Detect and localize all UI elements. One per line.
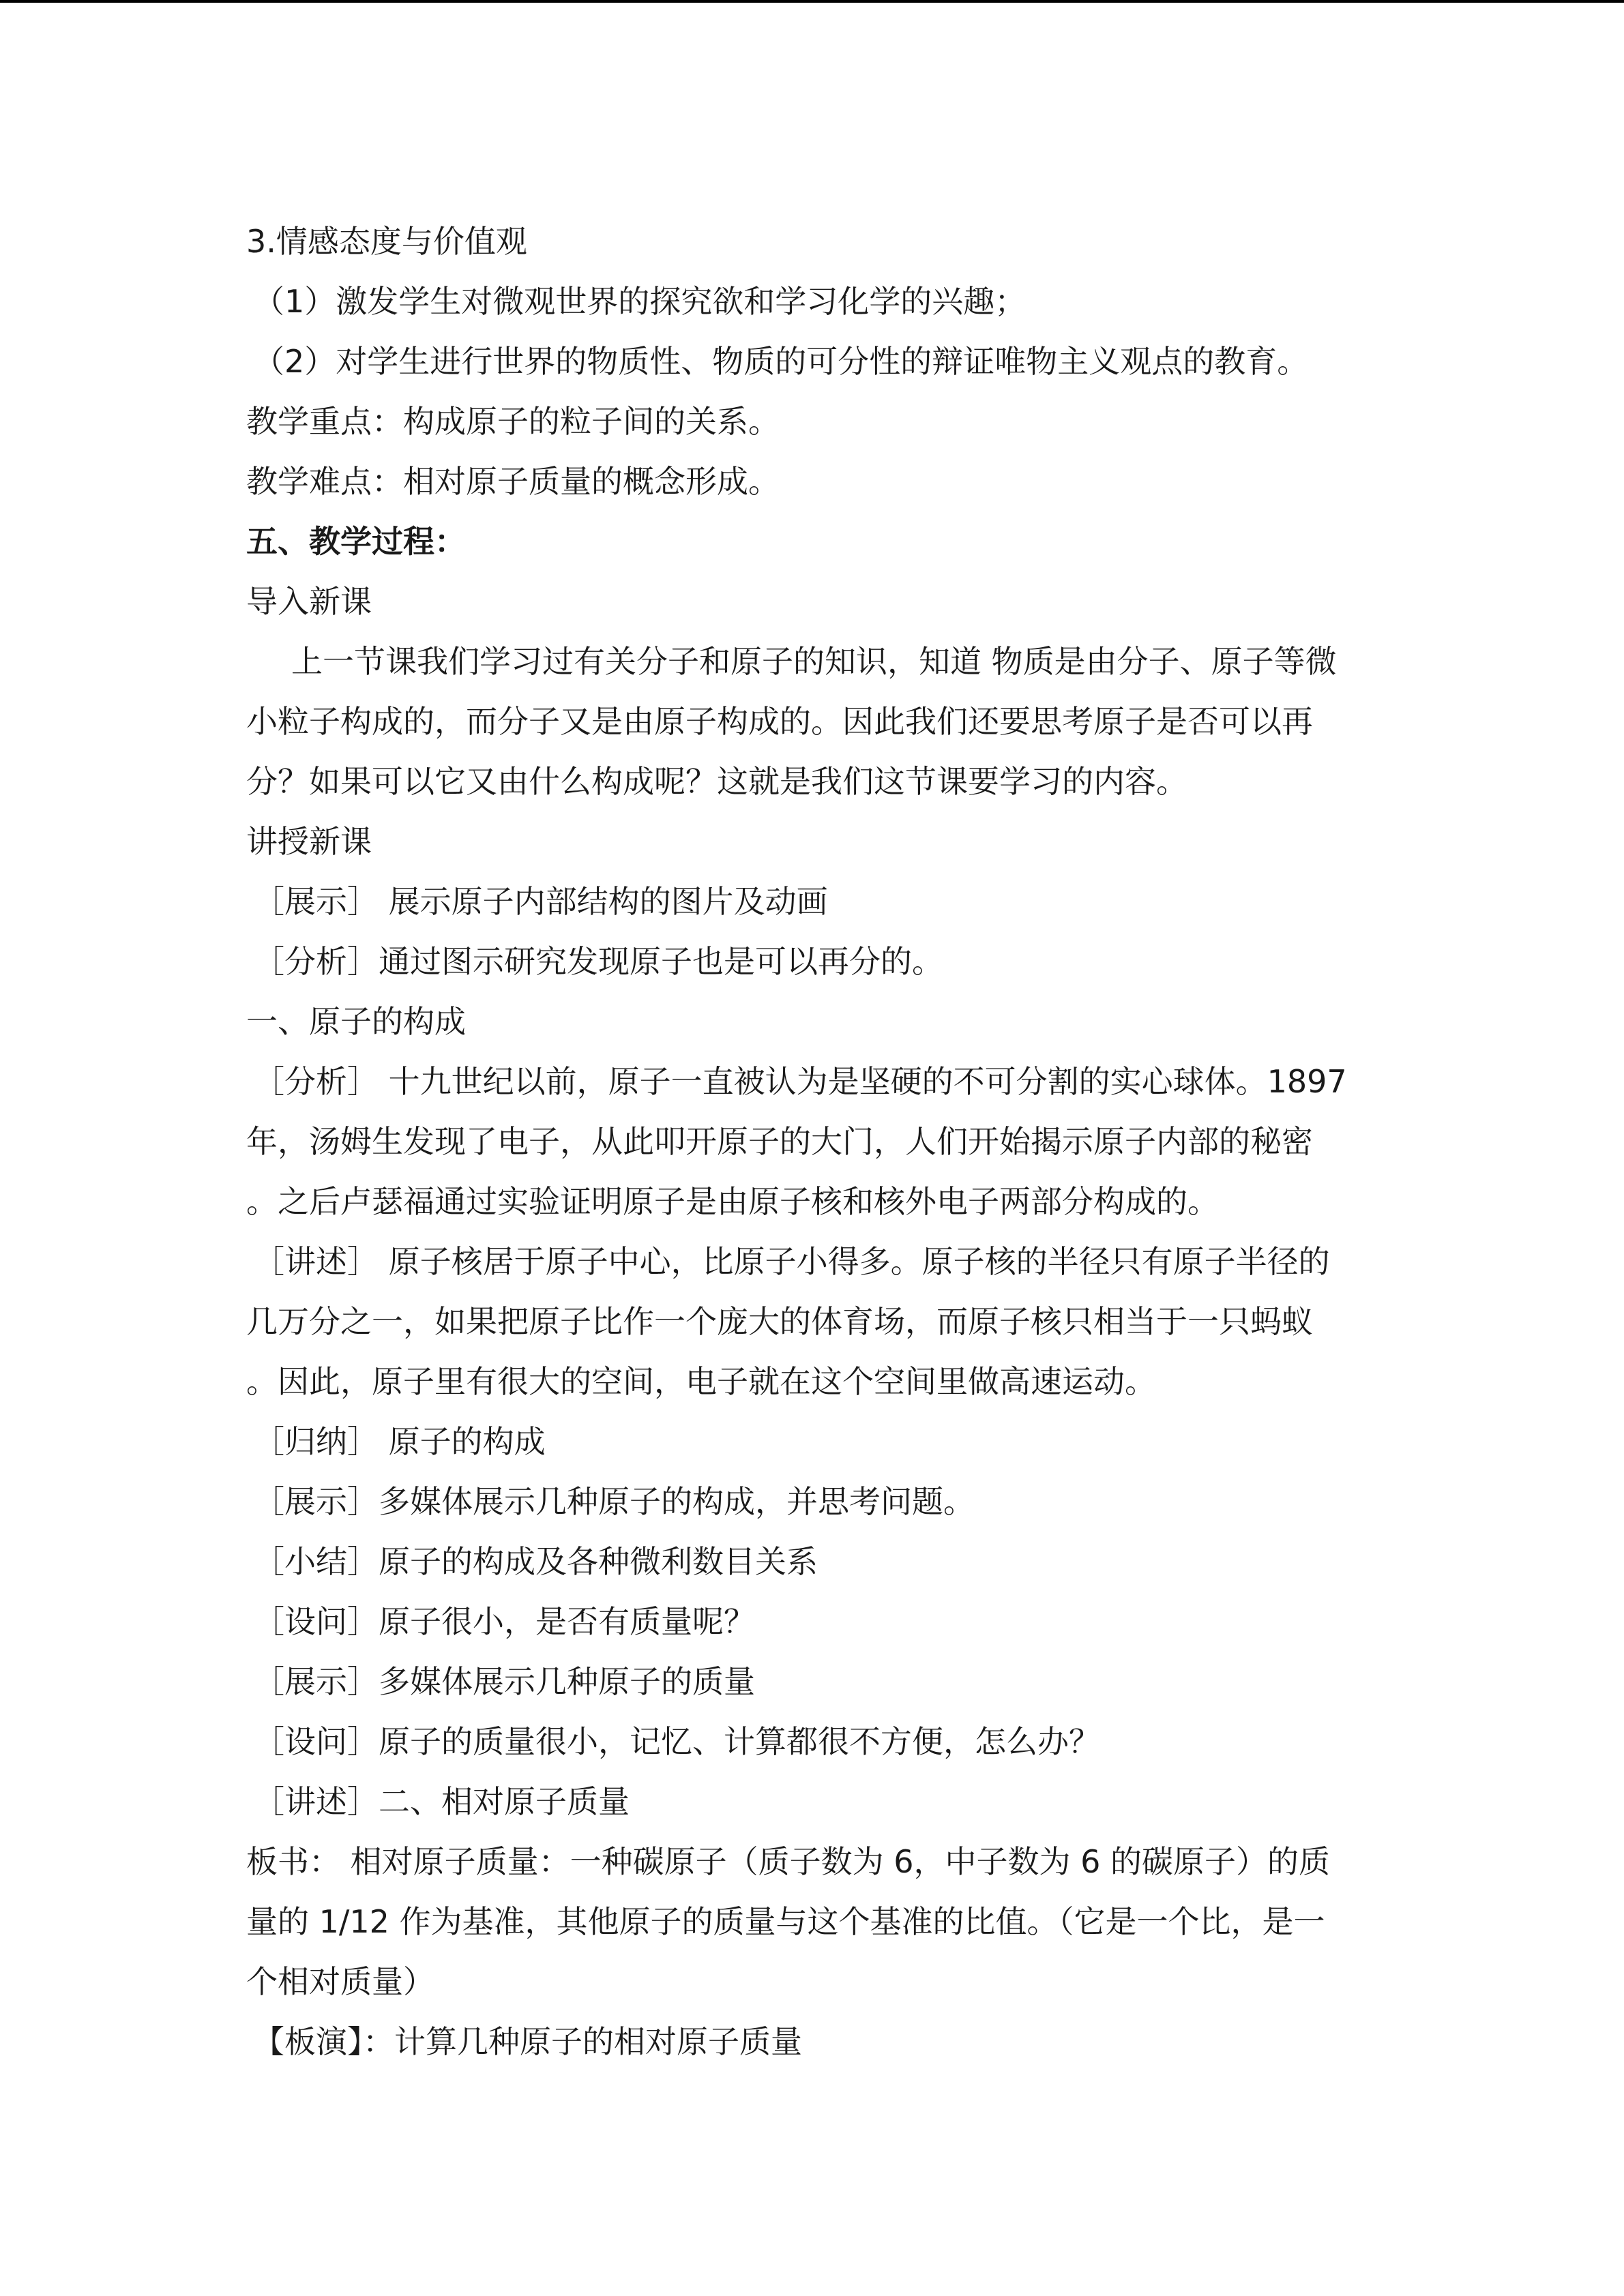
section-heading-process: 五、教学过程： [246,523,466,560]
paragraph-line: 小粒子构成的，而分子又是由原子构成的。因此我们还要思考原子是否可以再 [246,703,1313,740]
activity-line: ［小结］原子的构成及各种微利数目关系 [253,1543,818,1580]
activity-line: ［展示］多媒体展示几种原子的构成，并思考问题。 [253,1483,975,1520]
section-heading-attitudes: 3.情感态度与价值观 [246,223,527,260]
activity-line: ［分析］ 十九世纪以前，原子一直被认为是坚硬的不可分割的实心球体。1897 [253,1063,1347,1100]
section-heading-atom-structure: 一、原子的构成 [246,1003,466,1040]
page-top-border [0,0,1624,3]
activity-line: ［归纳］ 原子的构成 [253,1423,546,1460]
activity-line: ［设问］原子的质量很小，记忆、计算都很不方便，怎么办？ [253,1723,1100,1760]
list-item-1: （1）激发学生对微观世界的探究欲和学习化学的兴趣； [253,283,1027,320]
paragraph-line: 。之后卢瑟福通过实验证明原子是由原子核和核外电子两部分构成的。 [246,1183,1219,1220]
board-note-line: 个相对质量） [246,1963,434,2000]
subheading-intro: 导入新课 [246,583,372,620]
paragraph-line: 分？如果可以它又由什么构成呢？这就是我们这节课要学习的内容。 [246,763,1187,800]
activity-line: ［设问］原子很小，是否有质量呢？ [253,1603,755,1640]
list-item-2: （2）对学生进行世界的物质性、物质的可分性的辩证唯物主义观点的教育。 [253,343,1309,380]
activity-line: ［展示］ 展示原子内部结构的图片及动画 [253,883,828,920]
document-body [246,211,1378,2072]
board-note-line: 量的 1/12 作为基准，其他原子的质量与这个基准的比值。（它是一个比，是一 [246,1903,1325,1940]
teaching-difficulty: 教学难点：相对原子质量的概念形成。 [246,463,780,500]
paragraph-line: 年，汤姆生发现了电子，从此叩开原子的大门，人们开始揭示原子内部的秘密 [246,1123,1313,1160]
paragraph-line: 。因此，原子里有很大的空间，电子就在这个空间里做高速运动。 [246,1363,1156,1400]
activity-line: 【板演】：计算几种原子的相对原子质量 [253,2023,802,2060]
activity-line: ［分析］通过图示研究发现原子也是可以再分的。 [253,943,943,980]
teaching-focus: 教学重点：构成原子的粒子间的关系。 [246,403,780,440]
subheading-new-lesson: 讲授新课 [246,823,372,860]
paragraph-line: 几万分之一，如果把原子比作一个庞大的体育场，而原子核只相当于一只蚂蚁 [246,1303,1313,1340]
paragraph-line: 上一节课我们学习过有关分子和原子的知识，知道 物质是由分子、原子等微 [291,643,1337,680]
activity-line: ［讲述］二、相对原子质量 [253,1783,630,1820]
activity-line: ［展示］多媒体展示几种原子的质量 [253,1663,755,1700]
board-note-line: 板书： 相对原子质量：一种碳原子（质子数为 6，中子数为 6 的碳原子）的质 [246,1843,1331,1880]
activity-line: ［讲述］ 原子核居于原子中心，比原子小得多。原子核的半径只有原子半径的 [253,1243,1330,1280]
